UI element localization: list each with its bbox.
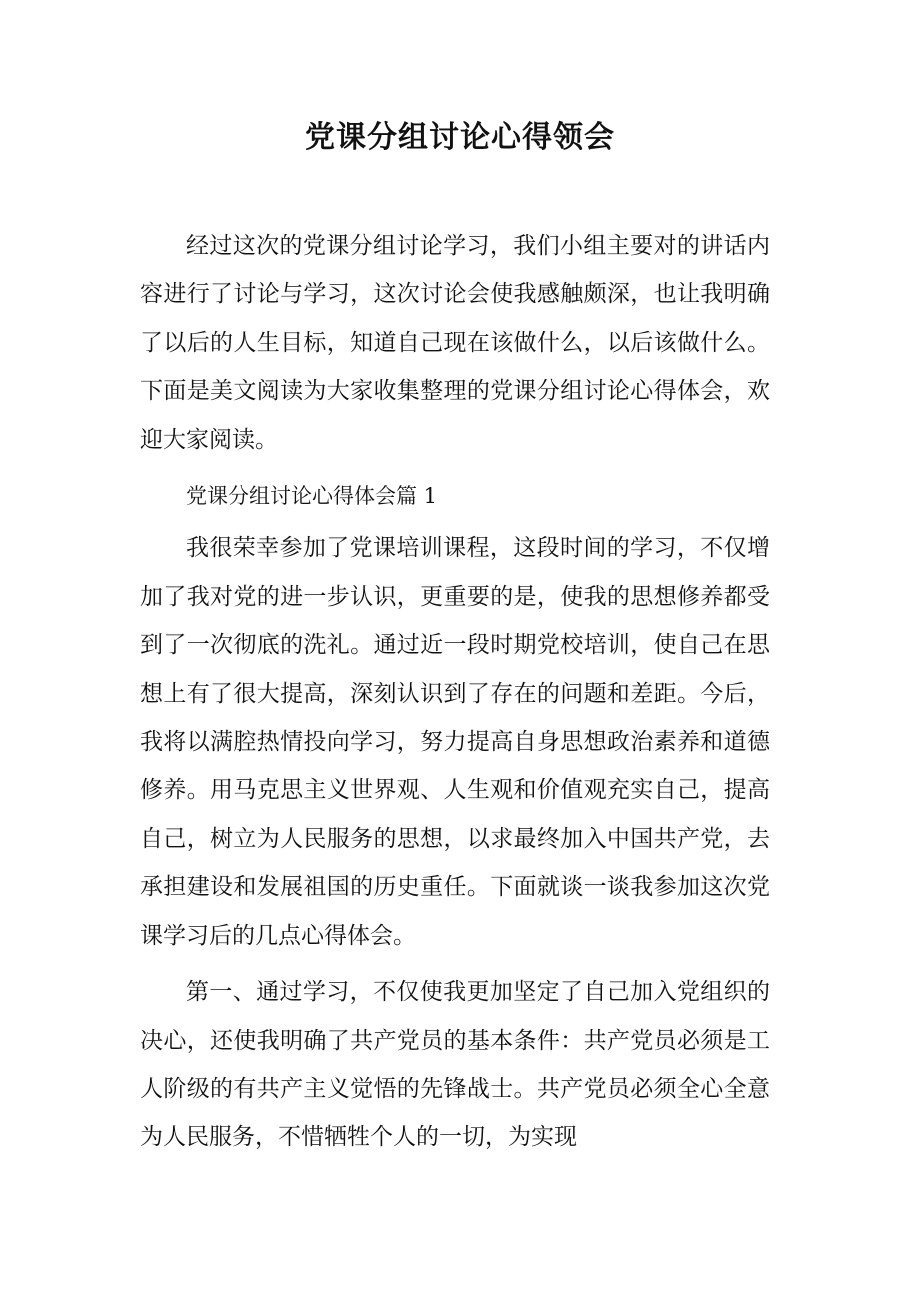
- document-title: 党课分组讨论心得领会: [305, 120, 615, 155]
- document-body: [140, 222, 770, 1170]
- body-paragraph-2: 第一、通过学习，不仅使我更加坚定了自己加入党组织的决心，还使我明确了共产党员的基本条件：共产党员必须是工人阶级的有共产主义觉悟的先锋战士。共产党员必须全心全意为人民服务，不惜牺牲个人的一切，为实现: [140, 979, 770, 1151]
- intro-paragraph: 经过这次的党课分组讨论学习，我们小组主要对的讲话内容进行了讨论与学习，这次讨论会使我感触颇深，也让我明确了以后的人生目标，知道自己现在该做什么，以后该做什么。下面是美文阅读为大家收集整理的党课分组讨论心得体会，欢迎大家阅读。: [140, 233, 770, 453]
- body-paragraph-1: 我很荣幸参加了党课培训课程，这段时间的学习，不仅增加了我对党的进一步认识，更重要的是，使我的思想修养都受到了一次彻底的洗礼。通过近一段时期党校培训，使自己在思想上有了很大提高，深刻认识到了存在的问题和差距。今后，我将以满腔热情投向学习，努力提高自身思想政治素养和道德修养。用马克思主义世界观、人生观和价值观充实自己，提高自己，树立为人民服务的思想，以求最终加入中国共产党，去承担建设和发展祖国的历史重任。下面就谈一谈我参加这次党课学习后的几点心得体会。: [140, 535, 770, 949]
- section-heading: 党课分组讨论心得体会篇 1: [186, 484, 438, 509]
